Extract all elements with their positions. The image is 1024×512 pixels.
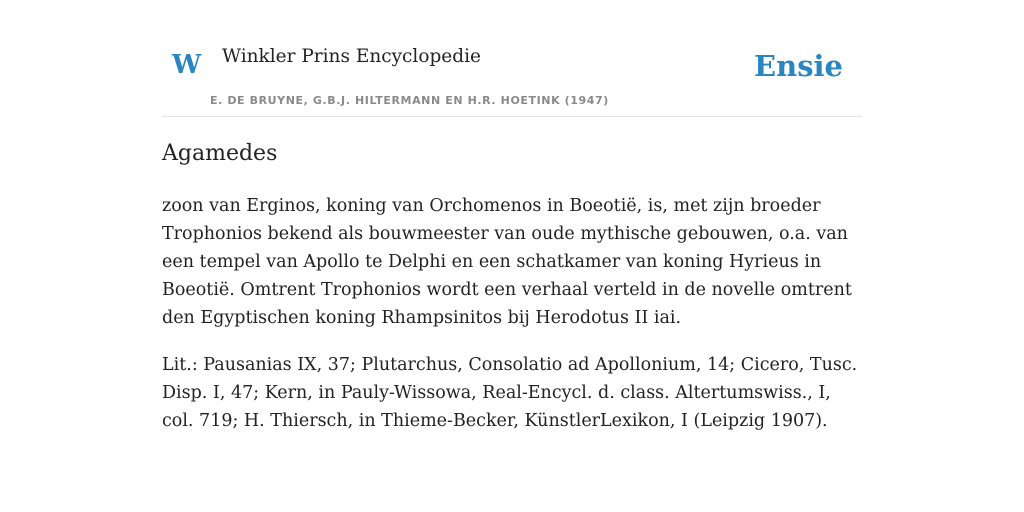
ensie-logo-link[interactable]: Ensie xyxy=(754,49,843,83)
article-title: Agamedes xyxy=(162,141,278,166)
article-body: zoon van Erginos, koning van Orchomenos in Boeotië, is, met zijn broeder Trophonios bekend als bouwmeester van oude mythische gebouwen, o.a. van een tempel van Apollo te Delphi en een schatkamer van koning Hyrieus in Boeotië. Omtrent Trophonios wordt een verhaal verteld in de novelle omtrent den Egyptischen koning Rhampsinitos bij Herodotus II iai. xyxy=(162,196,852,328)
source-header xyxy=(162,0,862,117)
source-authors: E. DE BRUYNE, G.B.J. HILTERMANN EN H.R. HOETINK (1947) xyxy=(210,94,609,107)
winkler-prins-logo: W xyxy=(172,50,202,80)
source-title: Winkler Prins Encyclopedie xyxy=(222,46,481,67)
article xyxy=(162,138,862,435)
article-literature: Lit.: Pausanias IX, 37; Plutarchus, Consolatio ad Apollonium, 14; Cicero, Tusc. Disp. I, 47; Kern, in Pauly-Wissowa, Real-Encycl. d. class. Altertumswiss., I, col. 719; H. Thiersch, in Thieme-Becker, KünstlerLexikon, I (Leipzig 1907). xyxy=(162,355,858,431)
